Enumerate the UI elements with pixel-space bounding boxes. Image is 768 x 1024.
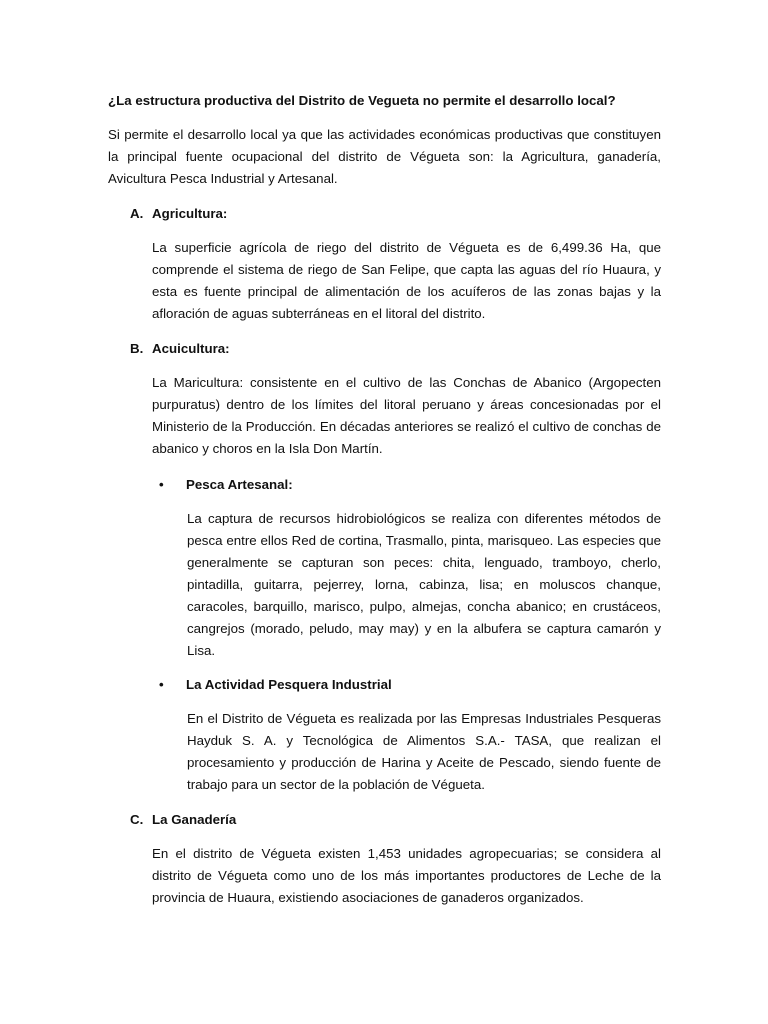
bullet-text-pesca-artesanal: La captura de recursos hidrobiológicos se realiza con diferentes métodos de pesca entre ellos Red de cortina, Trasmallo, pinta, marisqueo. Las especies que generalmente se capturan son peces: chita, lenguado, tramboyo, cherlo, pintadilla, guitarra, pejerrey, lorna, cabinza, lisa; en moluscos chanque, caracoles, barquillo, marisco, pulpo, almejas, concha abanico; en crustáceos, cangrejos (morado, peludo, may may) y en la albufera se captura camarón y Lisa. — [187, 511, 661, 658]
section-title: Agricultura: — [152, 206, 228, 221]
bullet-title: Pesca Artesanal: — [186, 477, 293, 492]
section-heading-ganaderia — [130, 809, 236, 831]
section-heading-agricultura — [130, 203, 227, 225]
section-marker: B. — [130, 341, 144, 356]
section-title: La Ganadería — [152, 812, 237, 827]
section-text-ganaderia: En el distrito de Végueta existen 1,453 unidades agropecuarias; se considera al distrito de Végueta como uno de los más importantes productores de Leche de la provincia de Huaura, existiendo asociaciones de ganaderos organizados. — [152, 846, 661, 905]
bullet-icon: • — [159, 477, 164, 492]
bullet-icon: • — [159, 677, 164, 692]
section-marker: A. — [130, 206, 144, 221]
bullet-title: La Actividad Pesquera Industrial — [186, 677, 392, 692]
intro-paragraph: Si permite el desarrollo local ya que las actividades económicas productivas que constituyen la principal fuente ocupacional del distrito de Végueta son: la Agricultura, ganadería, Avicultura Pesca Industrial y Artesanal. — [108, 127, 661, 186]
bullet-heading-pesquera-industrial — [159, 674, 392, 696]
bullet-text-pesquera-industrial: En el Distrito de Végueta es realizada por las Empresas Industriales Pesqueras Hayduk S. A. y Tecnológica de Alimentos S.A.- TASA, que realizan el procesamiento y producción de Harina y Aceite de Pescado, siendo fuente de trabajo para un sector de la población de Végueta. — [187, 711, 661, 792]
section-text-acuicultura: La Maricultura: consistente en el cultivo de las Conchas de Abanico (Argopecten purpuratus) dentro de los límites del litoral peruano y áreas concesionadas por el Ministerio de la Producción. En décadas anteriores se realizó el cultivo de conchas de abanico y choros en la Isla Don Martín. — [152, 375, 661, 456]
section-title: Acuicultura: — [152, 341, 230, 356]
section-marker: C. — [130, 812, 144, 827]
question-heading: ¿La estructura productiva del Distrito de Vegueta no permite el desarrollo local? — [108, 93, 616, 108]
bullet-heading-pesca-artesanal — [159, 474, 293, 496]
section-heading-acuicultura — [130, 338, 230, 360]
section-text-agricultura: La superficie agrícola de riego del distrito de Végueta es de 6,499.36 Ha, que comprende el sistema de riego de San Felipe, que capta las aguas del río Huaura, y esta es fuente principal de alimentación de los acuíferos de las zonas bajas y la afloración de aguas subterráneas en el litoral del distrito. — [152, 240, 661, 321]
